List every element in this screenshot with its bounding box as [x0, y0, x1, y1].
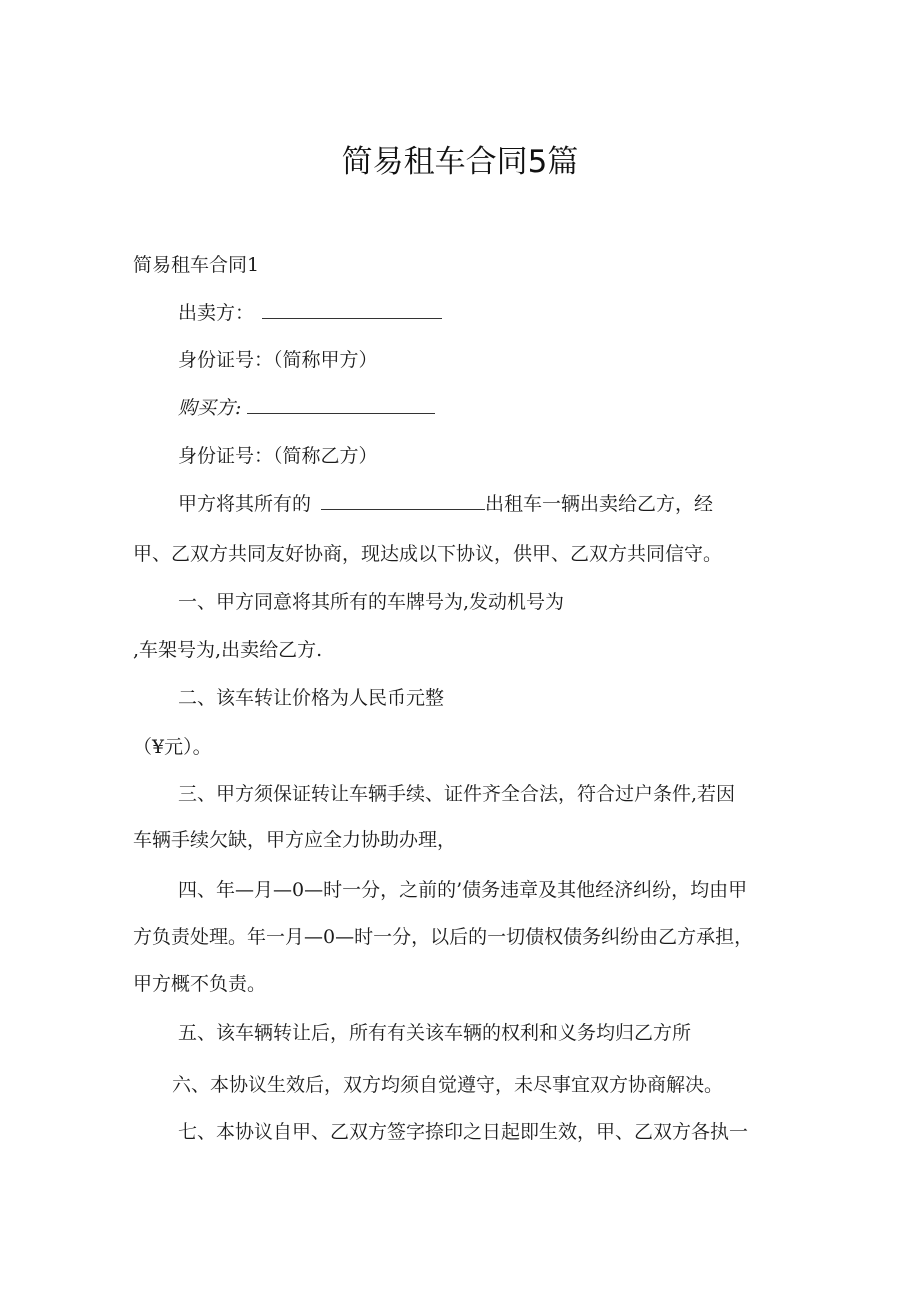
clause-7: 七、本协议自甲、乙双方签字捺印之日起即生效，甲、乙双方各执一 [178, 1121, 749, 1143]
intro-line-2: 甲、乙双方共同友好协商，现达成以下协议，供甲、乙双方共同信守。 [133, 543, 723, 565]
clause-1-line-1: 一、甲方同意将其所有的车牌号为,发动机号为 [178, 591, 565, 613]
seller-blank [262, 300, 442, 319]
clause-4-line-3: 甲方概不负责。 [133, 973, 267, 995]
buyer-id-line: 身份证号：（简称乙方） [178, 445, 378, 467]
buyer-blank [247, 395, 435, 414]
seller-line [178, 300, 442, 326]
clause-6: 六、本协议生效后，双方均须自觉遵守，未尽事宜双方协商解决。 [172, 1074, 724, 1096]
seller-id-line: 身份证号：（简称甲方） [178, 349, 378, 371]
clause-1-line-2: ,车架号为,出卖给乙方. [133, 639, 323, 661]
buyer-label: 购买方: [178, 397, 242, 419]
intro-part-1: 甲方将其所有的 [178, 493, 312, 515]
intro-line-1 [178, 491, 713, 517]
clause-3-line-1: 三、甲方须保证转让车辆手续、证件齐全合法，符合过户条件,若因 [178, 783, 736, 805]
taxi-blank [321, 491, 485, 510]
section-heading: 简易租车合同1 [133, 254, 260, 276]
clause-3-line-2: 车辆手续欠缺，甲方应全力协助办理， [133, 829, 457, 851]
document-title: 简易租车合同5篇 [341, 144, 579, 180]
clause-4-line-2: 方负责处理。年一月—0—时一分，以后的一切债权债务纠纷由乙方承担， [133, 926, 754, 948]
seller-label: 出卖方： [178, 302, 255, 324]
clause-5: 五、该车辆转让后，所有有关该车辆的权利和义务均归乙方所 [178, 1022, 692, 1044]
intro-part-2: 出租车一辆出卖给乙方，经 [485, 493, 714, 515]
clause-4-line-1: 四、年—月—0—时一分，之前的’债务违章及其他经济纠纷，均由甲 [178, 879, 748, 901]
buyer-line [178, 395, 435, 421]
clause-2-line-1: 二、该车转让价格为人民币元整 [178, 687, 445, 709]
clause-2-line-2: （¥元）。 [133, 736, 212, 758]
